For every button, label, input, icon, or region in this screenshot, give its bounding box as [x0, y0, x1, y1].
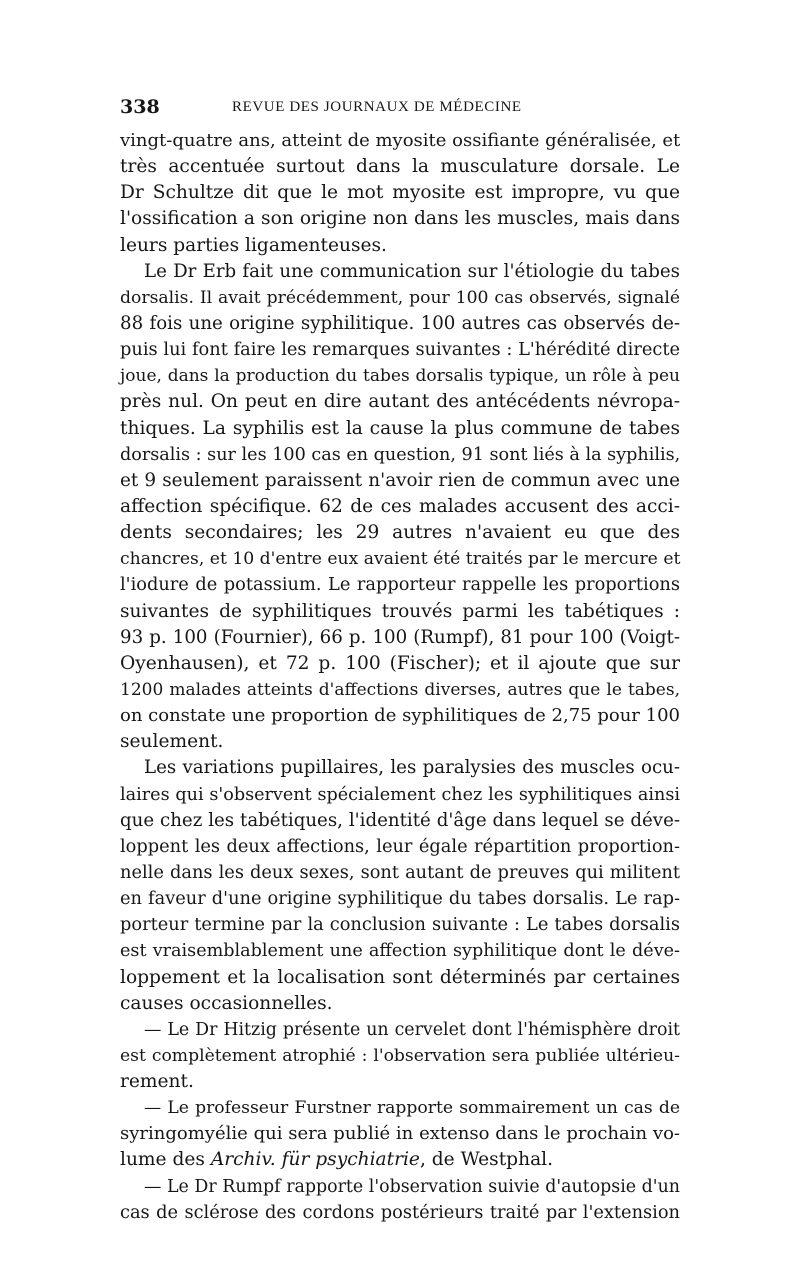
- text-line: 93 p. 100 (Fournier), 66 p. 100 (Rumpf), 81 pour 100 (Voigt-: [120, 626, 680, 648]
- body-text: [120, 128, 680, 1226]
- text-line: vingt-quatre ans, atteint de myosite ossifiante généralisée, et: [120, 130, 681, 151]
- text-line: syringomyélie qui sera publié in extenso dans le prochain vo-: [120, 1123, 680, 1145]
- text-line: joue, dans la production du tabes dorsalis typique, un rôle à peu: [120, 366, 680, 387]
- text-line: rement.: [120, 1071, 194, 1093]
- text-line: — Le professeur Furstner rapporte sommairement un cas de: [144, 1098, 680, 1119]
- text-line: Dr Schultze dit que le mot myosite est impropre, vu que: [120, 182, 680, 204]
- running-title: REVUE DES JOURNAUX DE MÉDECINE: [232, 99, 522, 115]
- text-line: cas de sclérose des cordons postérieurs traité par l'extension: [120, 1201, 680, 1223]
- text-line: en faveur d'une origine syphilitique du tabes dorsalis. Le rap-: [120, 888, 680, 910]
- text-line: dorsalis : sur les 100 cas en question, 91 sont liés à la syphilis,: [120, 444, 681, 465]
- text-line: près nul. On peut en dire autant des antécédents névropa-: [120, 391, 680, 413]
- text-line: est complètement atrophié : l'observation sera publiée ultérieu-: [120, 1045, 680, 1066]
- page-header: [120, 96, 680, 120]
- text-line: est vraisemblablement une affection syphilitique dont le déve-: [120, 941, 680, 962]
- text-line: leurs parties ligamenteuses.: [120, 234, 387, 256]
- text-line: suivantes de syphilitiques trouvés parmi les tabétiques :: [120, 600, 680, 622]
- text-line: laires qui s'observent spécialement chez les syphilitiques ainsi: [120, 784, 680, 805]
- text-line: dorsalis. Il avait précédemment, pour 100 cas observés, signalé: [120, 287, 680, 308]
- text-line: causes occasionnelles.: [120, 992, 333, 1014]
- text-line: — Le Dr Hitzig présente un cervelet dont l'hémisphère droit: [144, 1019, 680, 1040]
- text-line: seulement.: [120, 731, 224, 753]
- text-line: et 9 seulement paraissent n'avoir rien de commun avec une: [120, 469, 680, 491]
- text-line: nelle dans les deux sexes, sont autant de preuves qui militent: [120, 861, 680, 883]
- text-line: loppement et la localisation sont déterminés par certaines: [120, 966, 680, 988]
- text-line: lume des Archiv. für psychiatrie, de Westphal.: [120, 1149, 554, 1171]
- text-line: l'ossification a son origine non dans les muscles, mais dans: [120, 208, 680, 230]
- text-line: que chez les tabétiques, l'identité d'âge dans lequel se déve-: [120, 809, 680, 831]
- text-line: l'iodure de potassium. Le rapporteur rappelle les proportions: [120, 574, 680, 596]
- text-line: porteur termine par la conclusion suivante : Le tabes dorsalis: [120, 914, 680, 936]
- text-line: Oyenhausen), et 72 p. 100 (Fischer); et il ajoute que sur: [120, 652, 680, 674]
- text-line: Le Dr Erb fait une communication sur l'étiologie du tabes: [144, 260, 680, 282]
- text-line: dents secondaires; les 29 autres n'avaient eu que des: [120, 522, 680, 544]
- text-line: chancres, et 10 d'entre eux avaient été traités par le mercure et: [120, 549, 681, 570]
- text-line: 1200 malades atteints d'affections diverses, autres que le tabes,: [120, 679, 680, 700]
- text-line: on constate une proportion de syphilitiques de 2,75 pour 100: [120, 705, 680, 727]
- text-line: affection spécifique. 62 de ces malades accusent des acci-: [120, 495, 680, 517]
- text-line: loppent les deux affections, leur égale répartition proportion-: [120, 835, 680, 857]
- text-line: 88 fois une origine syphilitique. 100 autres cas observés de-: [120, 312, 680, 334]
- page-number: 338: [120, 96, 160, 118]
- text-line: thiques. La syphilis est la cause la plus commune de tabes: [120, 417, 680, 439]
- text-line: Les variations pupillaires, les paralysies des muscles ocu-: [144, 757, 680, 779]
- text-line: très accentuée surtout dans la musculature dorsale. Le: [120, 156, 680, 178]
- text-line: — Le Dr Rumpf rapporte l'observation suivie d'autopsie d'un: [144, 1176, 680, 1197]
- text-line: puis lui font faire les remarques suivantes : L'hérédité directe: [120, 339, 680, 361]
- journal-title: Archiv. für psychiatrie: [210, 1149, 420, 1171]
